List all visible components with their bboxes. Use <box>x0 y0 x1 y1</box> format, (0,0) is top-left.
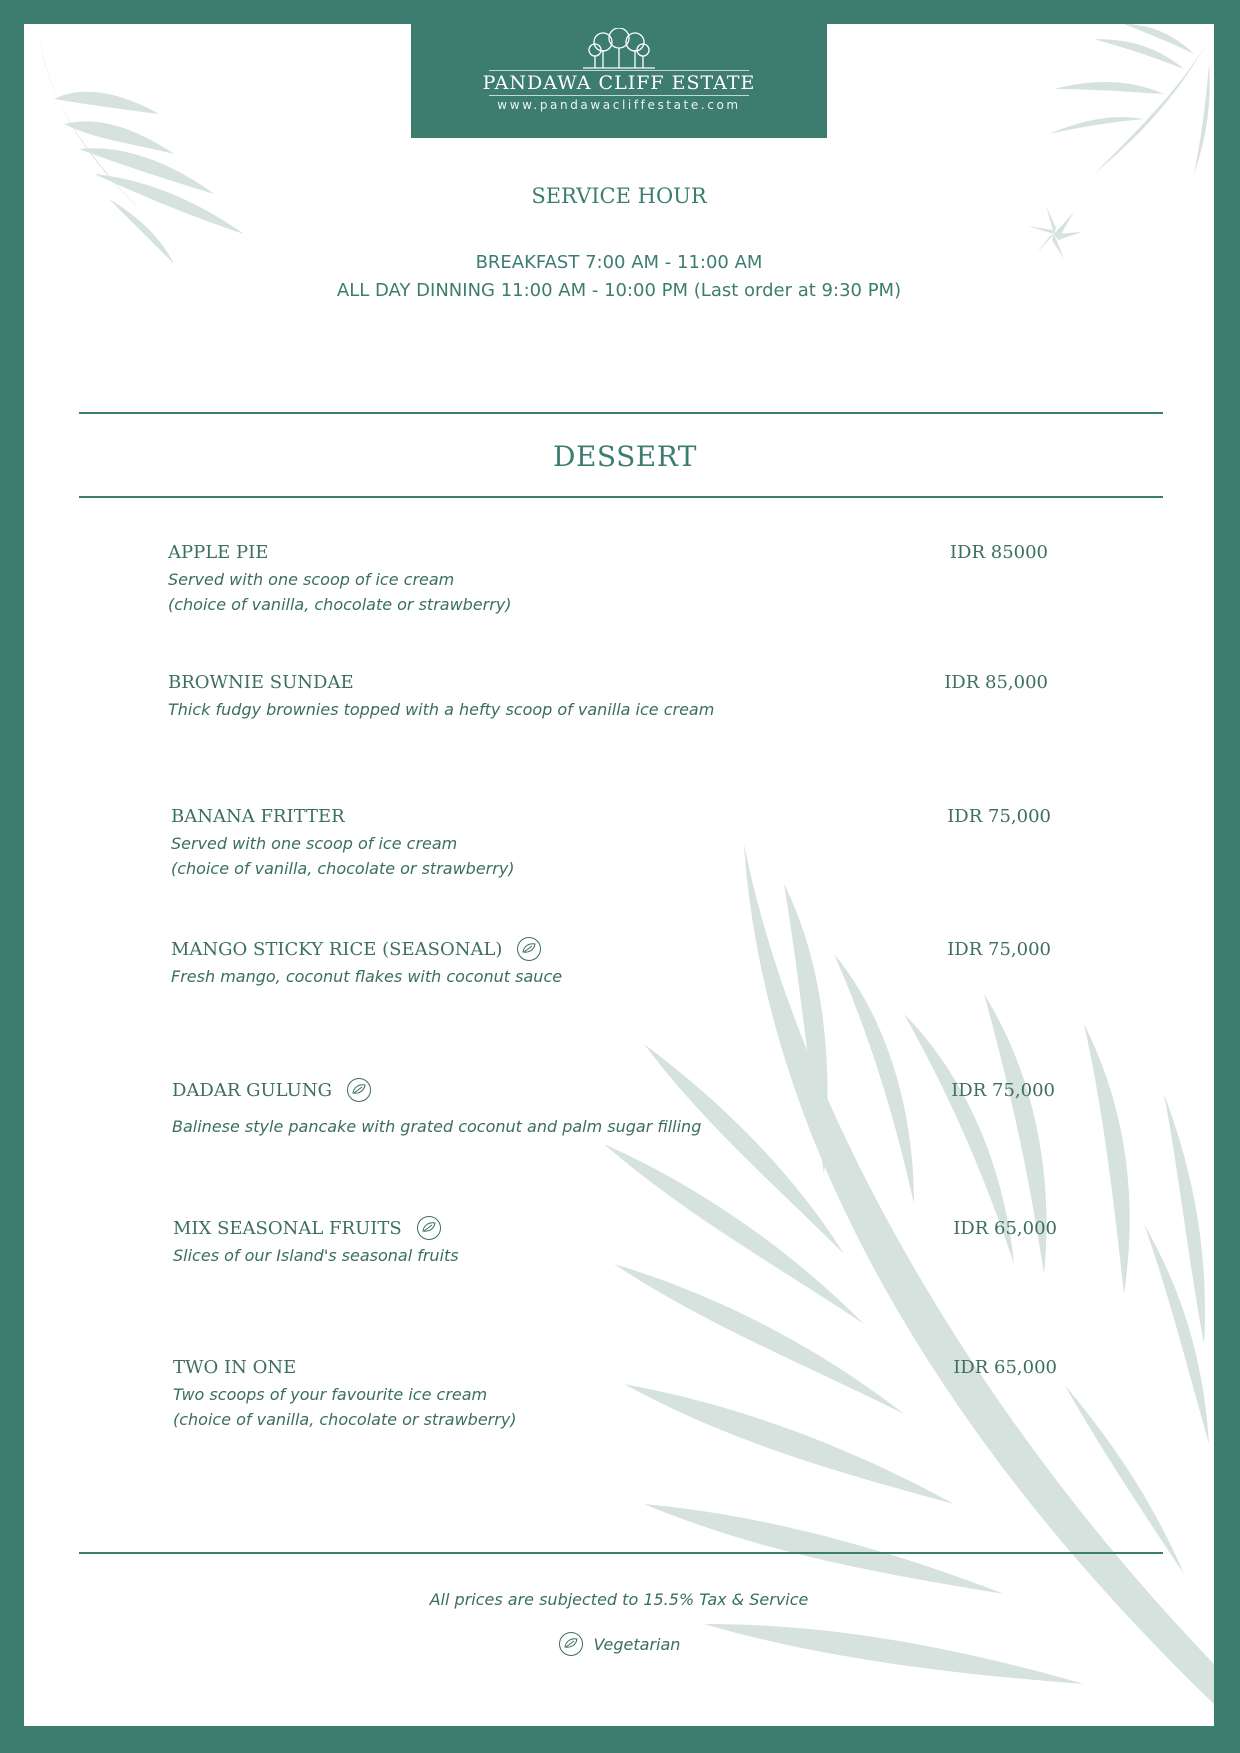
brand-logo <box>411 24 827 138</box>
vegetarian-leaf-icon <box>416 1215 442 1241</box>
menu-item <box>173 1216 1057 1268</box>
palm-leaf-top-left-icon <box>24 24 264 284</box>
item-description: Balinese style pancake with grated coconut and palm sugar filling <box>172 1117 702 1136</box>
item-price: IDR 65,000 <box>953 1217 1057 1239</box>
menu-item <box>171 937 1051 989</box>
item-description: Served with one scoop of ice cream (choice of vanilla, chocolate or strawberry) <box>171 834 515 878</box>
logo-rule <box>489 70 749 71</box>
vegetarian-legend <box>24 1631 1214 1657</box>
item-description: Two scoops of your favourite ice cream (choice of vanilla, chocolate or strawberry) <box>173 1385 517 1429</box>
vegetarian-leaf-icon <box>346 1077 372 1103</box>
breakfast-hours: BREAKFAST 7:00 AM - 11:00 AM <box>475 252 763 273</box>
divider <box>79 496 1163 498</box>
logo-rule <box>489 95 749 96</box>
item-name: APPLE PIE <box>168 541 269 563</box>
item-name-row <box>171 937 1051 961</box>
item-description: Fresh mango, coconut flakes with coconut sauce <box>171 967 563 986</box>
item-name: DADAR GULUNG <box>172 1079 332 1101</box>
vegetarian-leaf-icon <box>558 1631 584 1657</box>
legend-label: Vegetarian <box>593 1634 681 1654</box>
item-description: Slices of our Island's seasonal fruits <box>173 1246 459 1265</box>
item-price: IDR 65,000 <box>953 1356 1057 1378</box>
item-price: IDR 75,000 <box>947 938 1051 960</box>
item-price: IDR 75,000 <box>947 805 1051 827</box>
item-price: IDR 75,000 <box>951 1079 1055 1101</box>
divider <box>79 1552 1163 1554</box>
item-name-row <box>173 1216 1053 1240</box>
menu-item <box>168 540 1048 617</box>
palm-leaf-top-right-icon <box>1034 24 1214 204</box>
section-title: DESSERT <box>553 440 697 473</box>
item-description: Served with one scoop of ice cream (choice of vanilla, chocolate or strawberry) <box>168 570 512 614</box>
item-name: BROWNIE SUNDAE <box>168 671 354 693</box>
item-price: IDR 85000 <box>949 541 1048 563</box>
menu-page <box>24 24 1214 1726</box>
service-hour-title: SERVICE HOUR <box>531 184 707 208</box>
item-name: TWO IN ONE <box>173 1356 297 1378</box>
brand-name: PANDAWA CLIFF ESTATE <box>482 72 756 94</box>
tree-logo-icon <box>581 28 657 70</box>
vegetarian-leaf-icon <box>516 936 542 962</box>
item-name: MIX SEASONAL FRUITS <box>173 1217 402 1239</box>
menu-item <box>172 1078 1055 1139</box>
tax-note: All prices are subjected to 15.5% Tax & Service <box>429 1590 809 1609</box>
brand-url: www.pandawacliffestate.com <box>497 98 741 112</box>
divider <box>79 412 1163 414</box>
item-price: IDR 85,000 <box>944 671 1048 693</box>
menu-item <box>173 1355 1057 1432</box>
item-name-row <box>172 1078 1052 1102</box>
item-description: Thick fudgy brownies topped with a hefty scoop of vanilla ice cream <box>168 700 715 719</box>
menu-item <box>168 670 1048 722</box>
menu-item <box>171 804 1051 881</box>
all-day-hours: ALL DAY DINNING 11:00 AM - 10:00 PM (Last order at 9:30 PM) <box>336 280 902 301</box>
item-name: BANANA FRITTER <box>171 805 345 827</box>
item-name: MANGO STICKY RICE (SEASONAL) <box>171 938 503 960</box>
